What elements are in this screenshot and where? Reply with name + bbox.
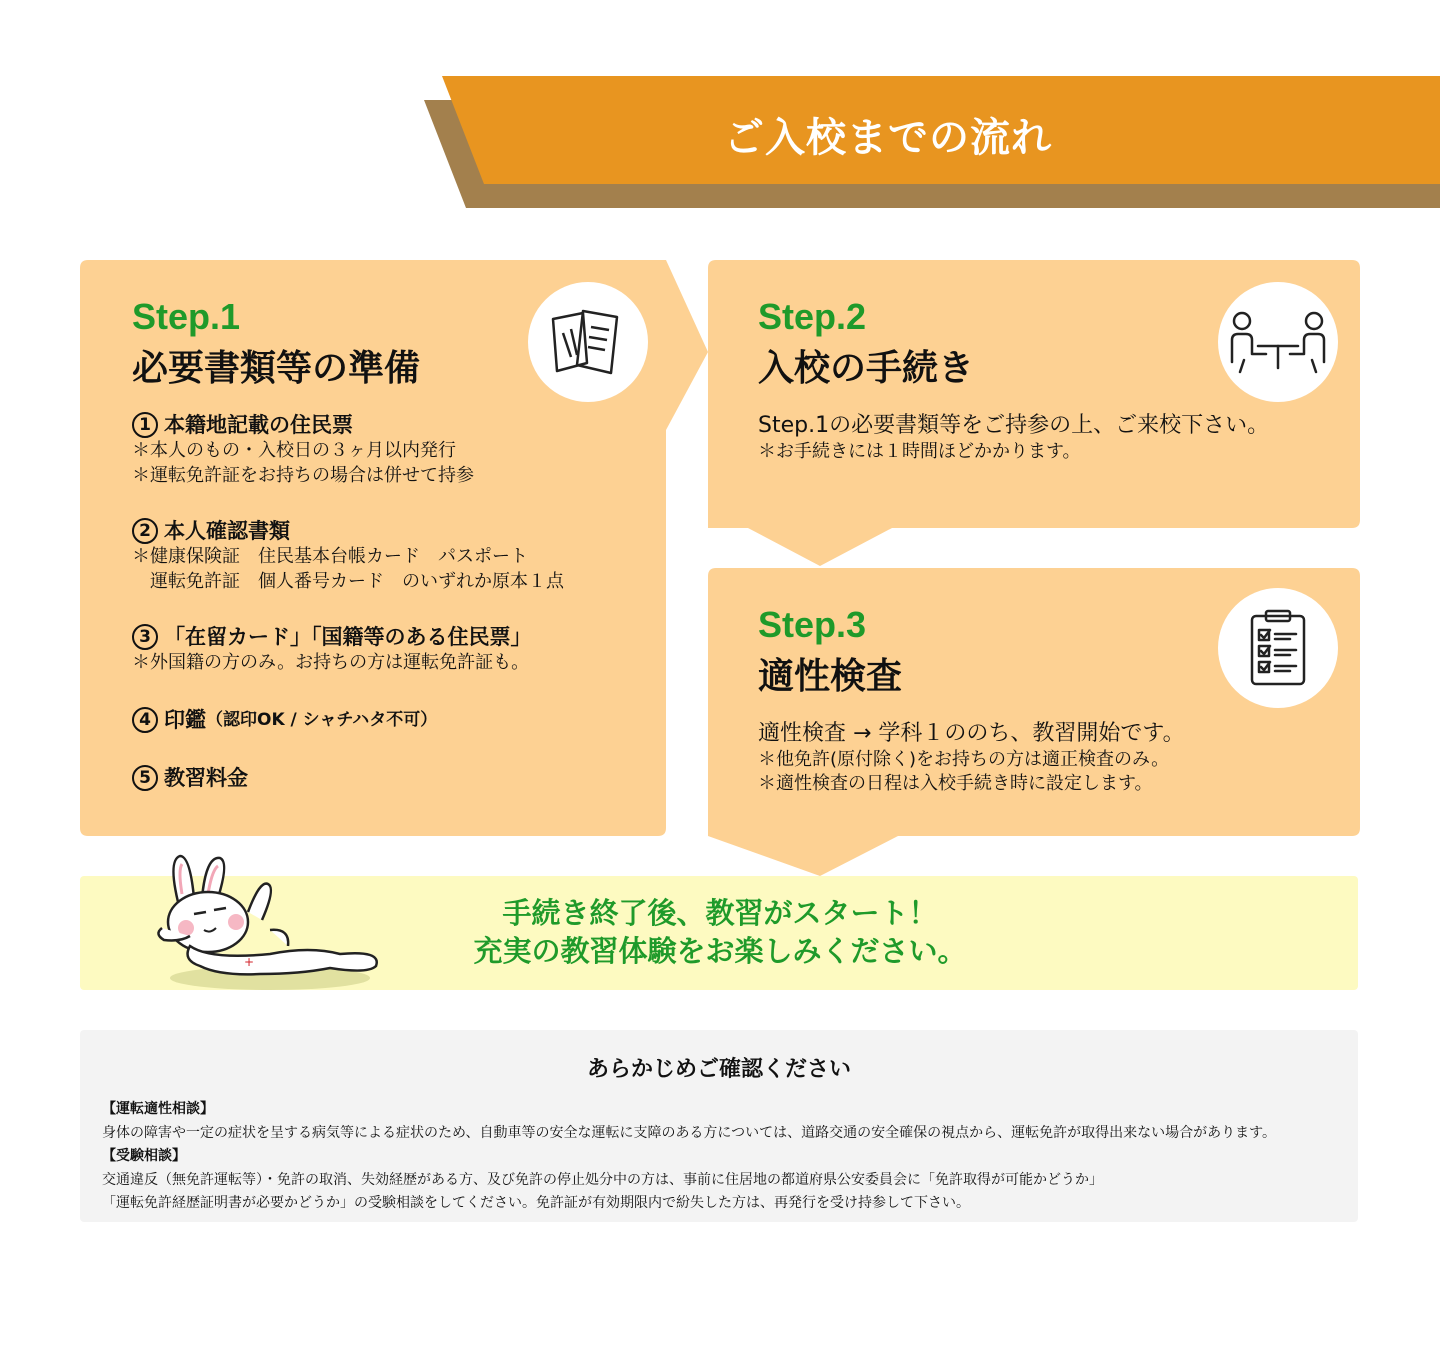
svg-text:+: +	[244, 955, 255, 969]
item-title: 本人確認書類	[164, 519, 290, 543]
item-title: 教習料金	[164, 766, 248, 790]
rabbit-mascot	[150, 850, 390, 1000]
confirm-heading-aptitude: 【運転適性相談】	[102, 1101, 214, 1117]
number-badge: 3	[132, 624, 158, 650]
step1-item-4	[132, 707, 652, 733]
confirm-paragraph-exam: 交通違反（無免許運転等）・免許の取消、失効経歴がある方、及び免許の停止処分中の方は、事前に住居地の都道府県公安委員会に「免許取得が可能かどうか」	[102, 1172, 1103, 1188]
step2-text: Step.1の必要書類等をご持参の上、ご来校下さい。	[758, 413, 1270, 438]
step1-item-1	[132, 412, 652, 488]
number-badge: 2	[132, 518, 158, 544]
step1-item-2	[132, 518, 652, 594]
number-badge: 5	[132, 765, 158, 791]
item-note: ＊運転免許証をお持ちの場合は併せて持参	[132, 465, 474, 486]
checklist-clipboard-icon	[1218, 588, 1338, 708]
item-title: 印鑑	[164, 708, 206, 732]
step3-title: 適性検査	[758, 656, 903, 697]
step1-item-3	[132, 624, 652, 675]
step3-label: Step.3	[758, 604, 867, 645]
start-line-2: 充実の教習体験をお楽しみください。	[473, 934, 967, 968]
page-title: ご入校までの流れ	[724, 115, 1052, 161]
step1-label: Step.1	[132, 296, 241, 337]
confirm-title: あらかじめご確認ください	[586, 1057, 851, 1082]
start-message	[400, 894, 1040, 970]
item-note: 運転免許証 個人番号カード のいずれか原本１点	[132, 571, 564, 592]
step2-title: 入校の手続き	[758, 348, 975, 389]
step1-title: 必要書類等の準備	[132, 348, 421, 389]
step1-item-5	[132, 765, 652, 791]
item-note: ＊健康保険証 住民基本台帳カード パスポート	[132, 546, 528, 567]
step3-text: 適性検査 → 学科１ののち、教習開始です。	[758, 721, 1185, 746]
step2-label: Step.2	[758, 296, 867, 337]
step3-note: ＊適性検査の日程は入校手続き時に設定します。	[758, 773, 1153, 794]
item-title: 本籍地記載の住民票	[164, 413, 353, 437]
number-badge: 4	[132, 707, 158, 733]
number-badge: 1	[132, 412, 158, 438]
step2-note: ＊お手続きには１時間ほどかかります。	[758, 441, 1081, 462]
confirm-heading-exam: 【受験相談】	[102, 1148, 186, 1164]
meeting-people-icon	[1218, 282, 1338, 402]
confirm-paragraph-aptitude: 身体の障害や一定の症状を呈する病気等による症状のため、自動車等の安全な運転に支障のある方については、道路交通の安全確保の視点から、運転免許が取得出来ない場合があります。	[102, 1125, 1277, 1141]
step3-note: ＊他免許(原付除く)をお持ちの方は適正検査のみ。	[758, 749, 1170, 770]
start-line-1: 手続き終了後、教習がスタート！	[502, 896, 938, 930]
confirm-panel	[80, 1030, 1358, 1222]
item-note: ＊本人のもの・入校日の３ヶ月以内発行	[132, 440, 456, 461]
item-subtitle: （認印OK / シャチハタ不可）	[206, 710, 438, 730]
item-note: ＊外国籍の方のみ。お持ちの方は運転免許証も。	[132, 652, 530, 673]
documents-icon	[528, 282, 648, 402]
confirm-paragraph-exam-cont: 「運転免許経歴証明書が必要かどうか」の受験相談をしてください。免許証が有効期限内で紛失した方は、再発行を受け持参して下さい。	[102, 1195, 970, 1211]
item-title: 「在留カード」「国籍等のある住民票」	[164, 625, 532, 649]
